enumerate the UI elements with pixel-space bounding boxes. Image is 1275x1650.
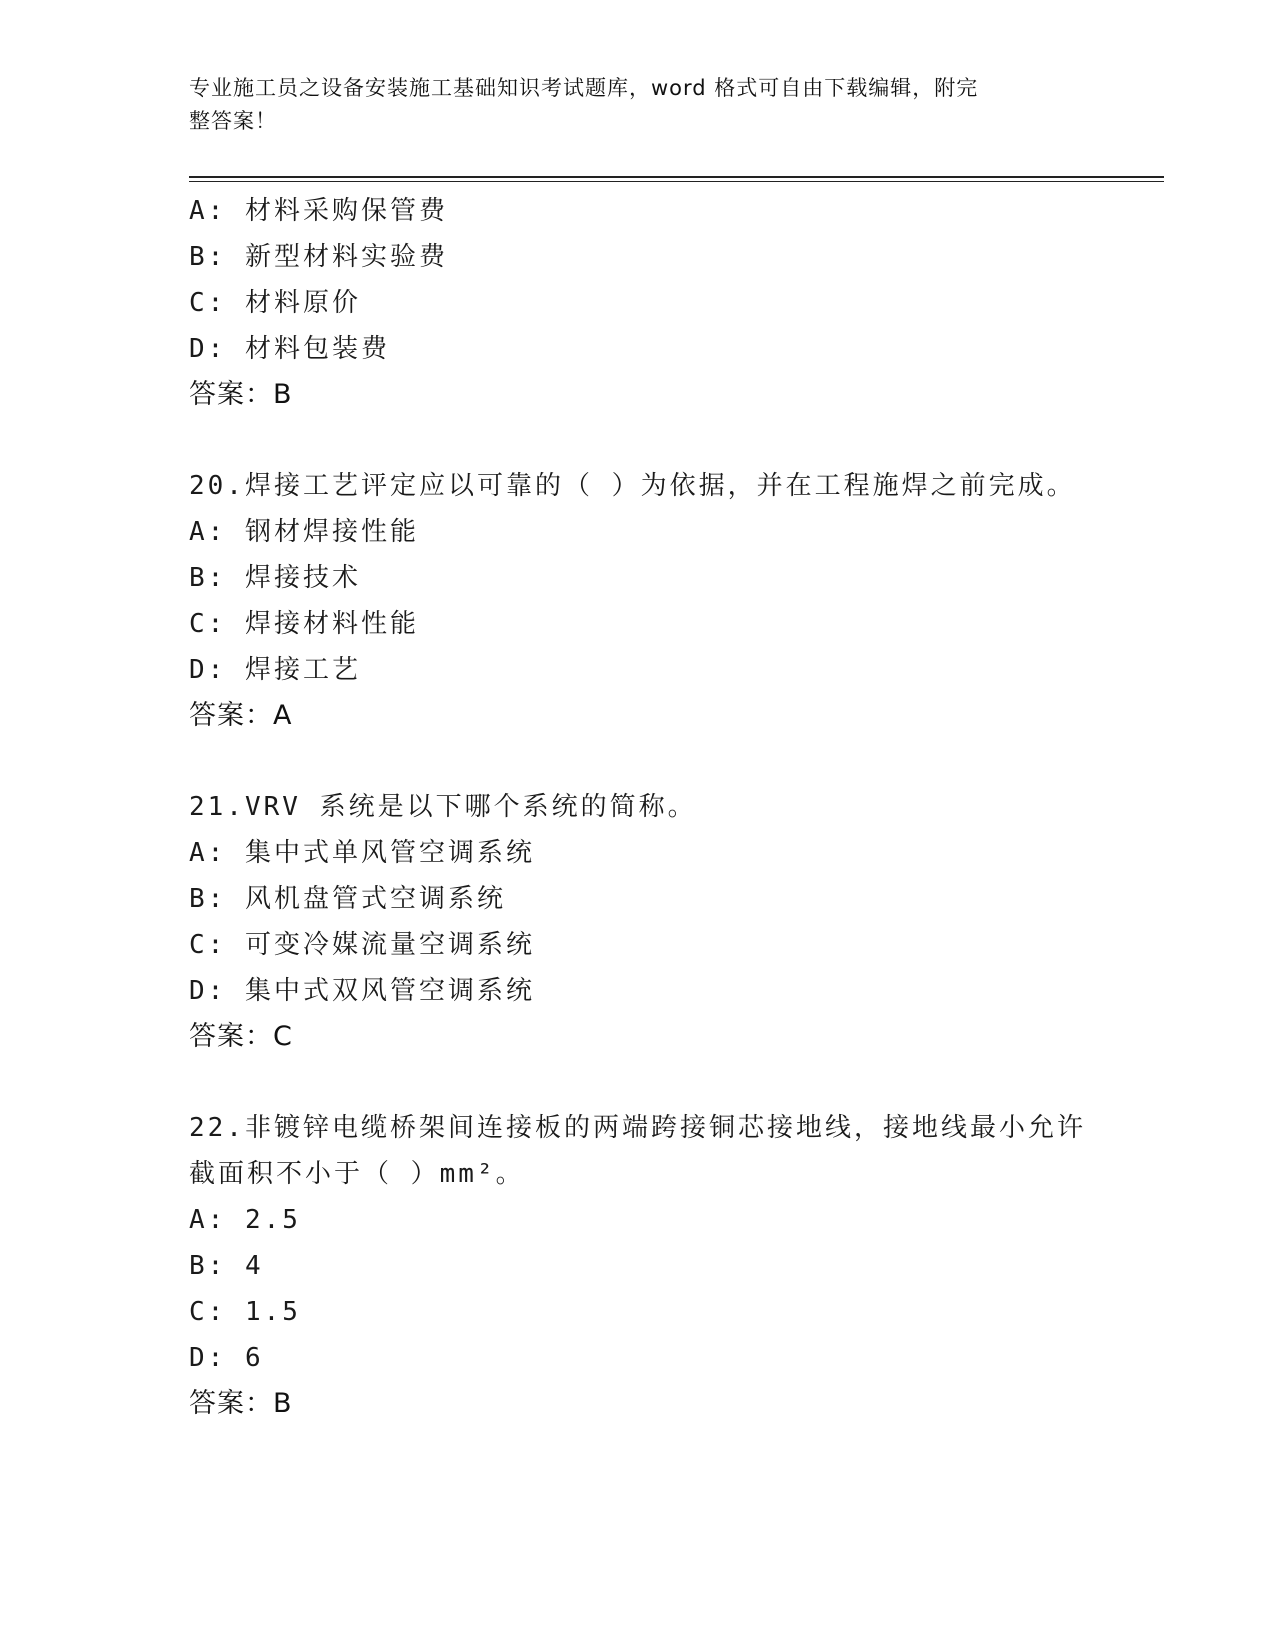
option-c: C: 1.5 bbox=[189, 1297, 301, 1327]
spacer bbox=[189, 418, 1149, 463]
option-b: B: 焊接技术 bbox=[189, 563, 361, 593]
spacer bbox=[189, 739, 1149, 784]
question-stem-line-2: 截面积不小于（ ）mm²。 bbox=[189, 1159, 525, 1189]
option-b: B: 4 bbox=[189, 1251, 264, 1281]
option-a: A: 材料采购保管费 bbox=[189, 196, 448, 226]
answer: 答案：A bbox=[189, 700, 293, 731]
option-d: D: 焊接工艺 bbox=[189, 655, 361, 685]
question-stem: 20.焊接工艺评定应以可靠的（ ）为依据，并在工程施焊之前完成。 bbox=[189, 471, 1076, 501]
option-b: B: 新型材料实验费 bbox=[189, 242, 448, 272]
question-19 bbox=[189, 188, 1149, 418]
question-22 bbox=[189, 1105, 1149, 1427]
header-divider-thin bbox=[189, 181, 1164, 182]
question-21 bbox=[189, 784, 1149, 1060]
question-stem: 21.VRV 系统是以下哪个系统的简称。 bbox=[189, 792, 697, 822]
header-line-2: 整答案！ bbox=[189, 109, 277, 133]
option-d: D: 集中式双风管空调系统 bbox=[189, 976, 535, 1006]
question-stem-line-1: 22.非镀锌电缆桥架间连接板的两端跨接铜芯接地线，接地线最小允许 bbox=[189, 1113, 1086, 1143]
answer: 答案：B bbox=[189, 379, 293, 410]
question-20 bbox=[189, 463, 1149, 739]
header-divider-thick bbox=[189, 176, 1164, 178]
answer: 答案：C bbox=[189, 1021, 293, 1052]
option-d: D: 材料包装费 bbox=[189, 334, 390, 364]
question-list bbox=[189, 188, 1149, 1427]
header-line-1: 专业施工员之设备安装施工基础知识考试题库，word 格式可自由下载编辑，附完 bbox=[189, 76, 979, 100]
option-c: C: 可变冷媒流量空调系统 bbox=[189, 930, 535, 960]
document-header bbox=[189, 72, 1069, 138]
option-c: C: 材料原价 bbox=[189, 288, 361, 318]
option-a: A: 2.5 bbox=[189, 1205, 301, 1235]
spacer bbox=[189, 1060, 1149, 1105]
option-d: D: 6 bbox=[189, 1343, 264, 1373]
answer: 答案：B bbox=[189, 1388, 293, 1419]
option-a: A: 钢材焊接性能 bbox=[189, 517, 419, 547]
option-a: A: 集中式单风管空调系统 bbox=[189, 838, 535, 868]
option-c: C: 焊接材料性能 bbox=[189, 609, 419, 639]
option-b: B: 风机盘管式空调系统 bbox=[189, 884, 506, 914]
